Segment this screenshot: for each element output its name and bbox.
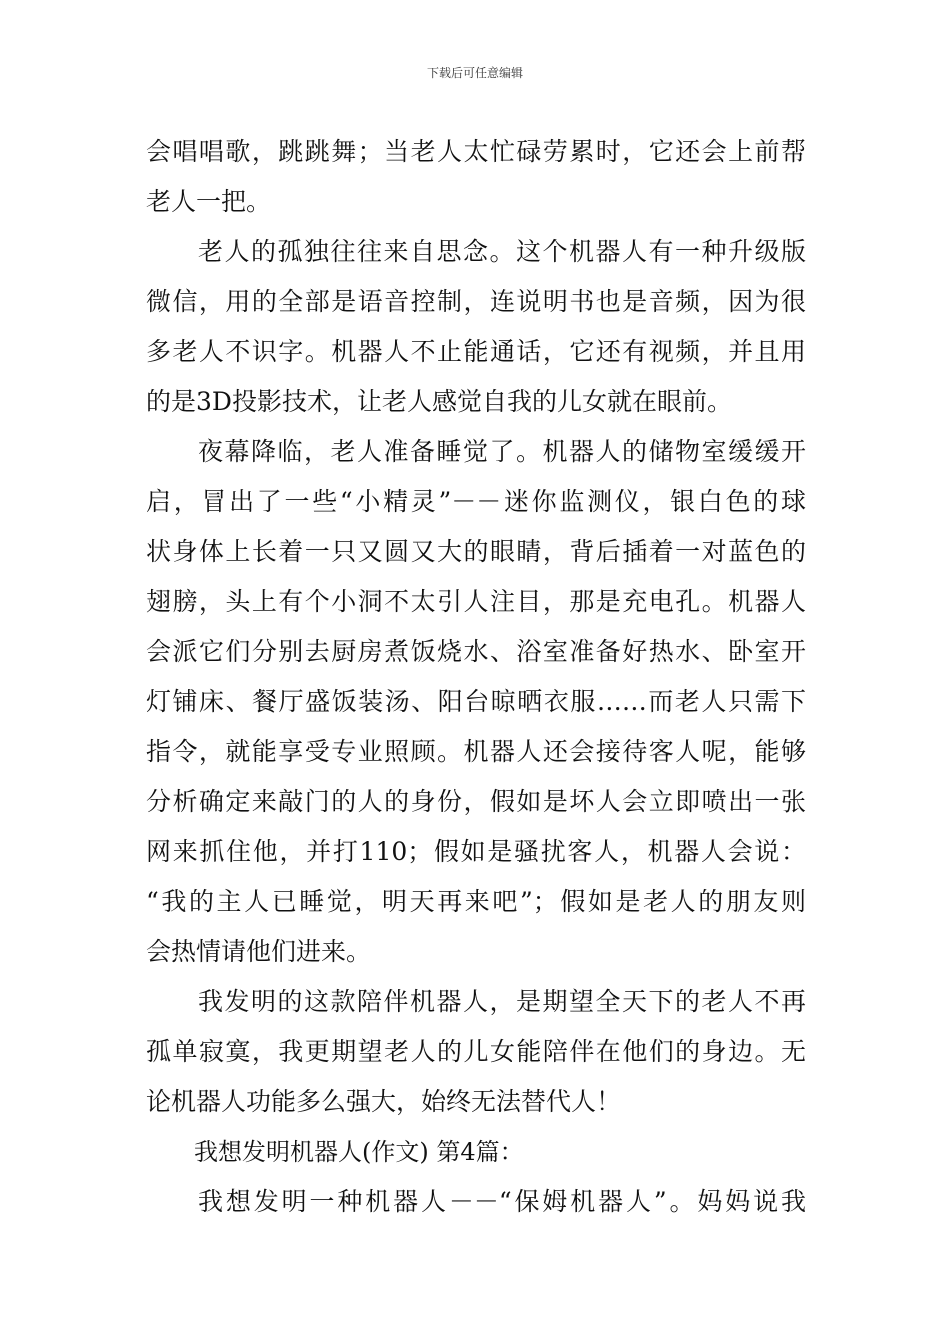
- text-line: 会派它们分别去厨房煮饭烧水、浴室准备好热水、卧室开: [146, 637, 806, 666]
- text-line: 分析确定来敲门的人的身份，假如是坏人会立即喷出一张: [146, 787, 806, 816]
- text-line: 指令，就能享受专业照顾。机器人还会接待客人呢，能够: [146, 737, 806, 766]
- text-line: 孤单寂寞，我更期望老人的儿女能陪伴在他们的身边。无: [146, 1037, 806, 1066]
- text-line: 翅膀，头上有个小洞不太引人注目，那是充电孔。机器人: [146, 587, 806, 616]
- text-line: 多老人不识字。机器人不止能通话，它还有视频，并且用: [146, 337, 806, 366]
- text-line: 启，冒出了一些“小精灵”－－迷你监测仪，银白色的球: [146, 487, 806, 516]
- text-line: 微信，用的全部是语音控制，连说明书也是音频，因为很: [146, 287, 806, 316]
- text-line: 状身体上长着一只又圆又大的眼睛，背后插着一对蓝色的: [146, 537, 806, 566]
- text-line: 的是3D投影技术，让老人感觉自我的儿女就在眼前。: [146, 387, 732, 416]
- text-line: 我想发明一种机器人－－“保姆机器人”。妈妈说我: [198, 1187, 806, 1216]
- page-header: 下载后可任意编辑: [426, 66, 523, 80]
- section-heading: 我想发明机器人(作文) 第4篇：: [194, 1138, 524, 1166]
- text-line: 夜幕降临，老人准备睡觉了。机器人的储物室缓缓开: [198, 437, 806, 466]
- text-line: 会热情请他们进来。: [146, 937, 372, 966]
- text-line: 老人一把。: [146, 187, 272, 216]
- text-line: 会唱唱歌，跳跳舞；当老人太忙碌劳累时，它还会上前帮: [146, 137, 806, 166]
- text-line: 我发明的这款陪伴机器人，是期望全天下的老人不再: [198, 987, 806, 1016]
- text-line: 灯铺床、餐厅盛饭装汤、阳台晾晒衣服……而老人只需下: [146, 687, 806, 716]
- text-line: 论机器人功能多么强大，始终无法替代人！: [146, 1087, 622, 1116]
- text-line: 老人的孤独往往来自思念。这个机器人有一种升级版: [198, 237, 806, 266]
- document-body: [146, 127, 806, 1227]
- text-line: 网来抓住他，并打110；假如是骚扰客人，机器人会说：: [146, 837, 806, 866]
- text-line: “我的主人已睡觉，明天再来吧”；假如是老人的朋友则: [146, 887, 806, 916]
